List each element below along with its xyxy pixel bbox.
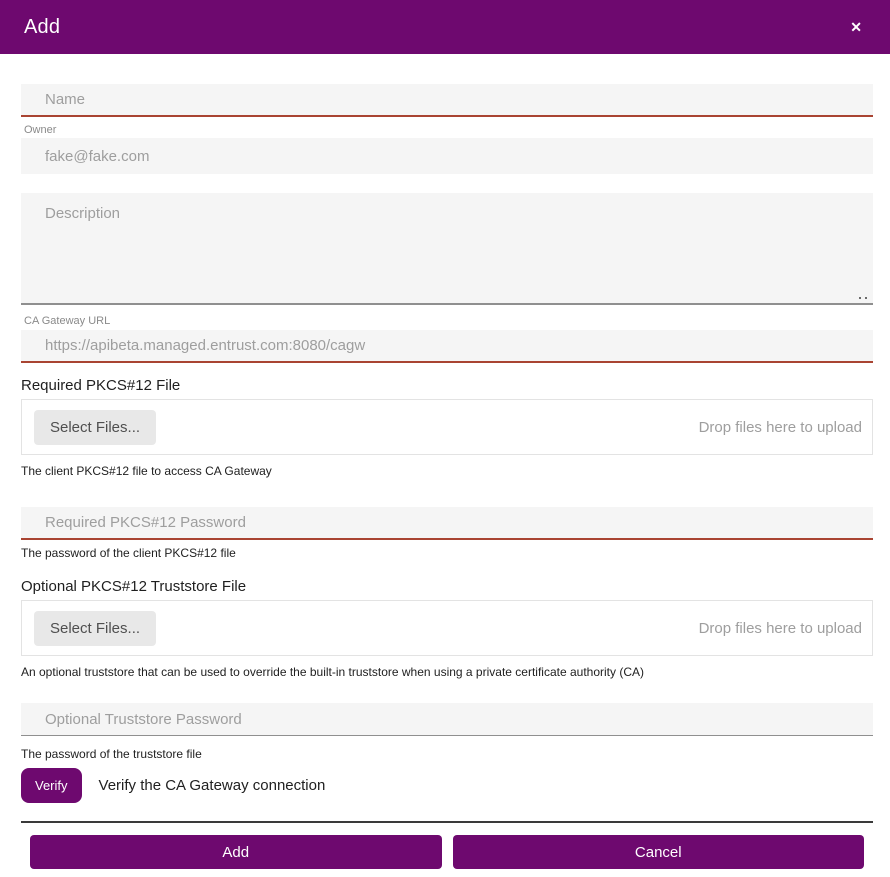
add-button[interactable]: Add [30, 835, 442, 869]
pkcs12-password-input[interactable] [21, 507, 873, 540]
ca-gateway-url-label: CA Gateway URL [24, 315, 111, 327]
verify-row [21, 768, 873, 803]
name-input[interactable] [21, 84, 873, 117]
dialog-title: Add [24, 15, 61, 38]
truststore-file-dropzone[interactable] [21, 600, 873, 656]
pkcs12-select-files-button[interactable]: Select Files... [34, 410, 156, 445]
cancel-button[interactable]: Cancel [453, 835, 865, 869]
verify-description: Verify the CA Gateway connection [98, 777, 326, 794]
truststore-file-heading: Optional PKCS#12 Truststore File [21, 578, 247, 595]
ca-gateway-url-field-group [21, 315, 873, 363]
truststore-password-input[interactable] [21, 703, 873, 736]
owner-field-group [21, 124, 873, 174]
footer-actions [21, 823, 873, 877]
truststore-drop-hint: Drop files here to upload [698, 619, 862, 637]
description-field-group [21, 193, 873, 305]
ca-gateway-url-input[interactable] [21, 330, 873, 363]
close-icon[interactable]: ✕ [850, 19, 862, 35]
owner-label: Owner [24, 124, 57, 136]
pkcs12-file-dropzone[interactable] [21, 399, 873, 455]
description-textarea[interactable] [21, 193, 873, 305]
truststore-select-files-button[interactable]: Select Files... [34, 611, 156, 646]
verify-button[interactable]: Verify [21, 768, 82, 803]
owner-input[interactable] [21, 138, 873, 174]
pkcs12-file-helper: The client PKCS#12 file to access CA Gateway [21, 464, 272, 478]
dialog-body [0, 84, 890, 877]
truststore-password-helper: The password of the truststore file [21, 747, 202, 761]
truststore-file-helper: An optional truststore that can be used to override the built-in truststore when using a private certificate authority (CA) [21, 665, 644, 679]
resize-handle-icon[interactable] [859, 297, 867, 299]
pkcs12-drop-hint: Drop files here to upload [698, 418, 862, 436]
pkcs12-password-helper: The password of the client PKCS#12 file [21, 546, 236, 560]
dialog-header [0, 0, 890, 54]
pkcs12-file-heading: Required PKCS#12 File [21, 377, 181, 394]
